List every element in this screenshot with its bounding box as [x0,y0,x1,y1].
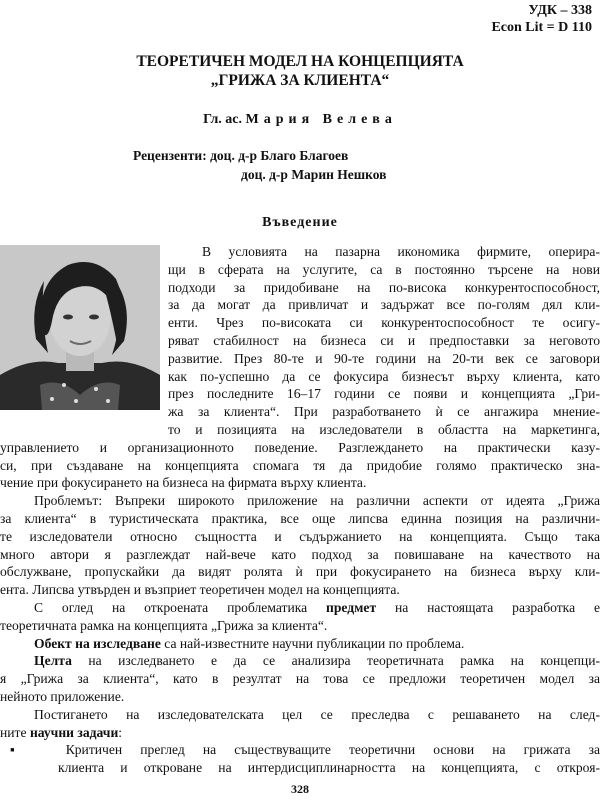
text-line: я „Грижа за клиента“, като в резултат на това се предложи теоретичен модел за [0,671,600,687]
text-line [0,652,600,670]
text-line: нейното приложение. [0,688,125,704]
text-line: жа за клиента“. При разработването ѝ се ангажира мнение- [168,404,600,420]
text-line: как по-успешно да се фокусира бизнесът върху клиента, като [168,368,600,384]
text-run: са най-известните научни публикации по проблема. [164,635,465,651]
title-line-1: ТЕОРЕТИЧЕН МОДЕЛ НА КОНЦЕПЦИЯТА [136,53,464,70]
udk-code: УДК – 338 [528,3,592,18]
text-line: обслужване, пропускайки да видят ролята ѝ при фокусирането на бизнеса върху кли- [0,564,600,580]
bold-term-tasks: научни задачи [29,724,119,740]
text-line: В условията на пазарна икономика фирмите, опериpa- [202,244,600,259]
text-run: на настоящата разработка е [394,599,600,615]
text-line: то и позицията на изследователи в областта на маркетинга, [168,421,600,437]
text-line: за да могат да привличат и задържат все по-голям дял кли- [168,297,600,313]
text-run: на изследването е да се анализира теоретичната рамка на концепци- [88,653,600,669]
reviewer-1: доц. д-р Благо Благоев [210,148,349,163]
text-run: : [118,724,123,740]
text-line: клиента и откроване на интердисциплинарността на концепцията, с откроя- [58,760,600,776]
bold-term-goal: Целта [34,653,72,669]
text-run: С оглед на откроената проблематика [34,599,308,615]
text-line: чение при фокусирането на бизнеса на фирмата върху клиента. [0,475,367,491]
text-run: Критичен преглед на съществуващите теоретични основи на грижата за [65,742,600,758]
page-number: 328 [291,782,309,796]
text-line: Постигането на изследователската цел се преследва с решаването на след- [34,706,600,722]
reviewers-label: Рецензенти: [133,148,207,163]
text-line: за клиента“ в туристическата практика, все още липсва единна позиция на различни- [0,510,600,526]
title-line-2: „ГРИЖА ЗА КЛИЕНТА“ [210,72,390,89]
section-heading: Въведение [262,215,338,230]
text-run: ните [0,724,27,740]
bullet-line [0,741,600,759]
article-body [0,243,600,777]
text-line: ента. Липсва утвърден и възприет теоретичен модел на концепцията. [0,582,400,598]
text-line: през последните 16–17 години се появи и концепцията „Гри- [168,386,600,402]
text-line: развитие. През 80-те и 90-те години на 20-ти век се заговори [168,350,600,366]
bullet-marker: ▪ [10,742,30,758]
text-line: ряват стабилност на бизнеса си и предпоставки за неговото [168,332,600,348]
classification-codes [491,2,592,36]
text-line: си, при създаване на концепцията спомага тя да придобие голямо практическо зна- [0,457,600,473]
bold-term-object: Обект на изследване [34,635,161,651]
text-line: много автори я разглеждат най-вече като подход за повишаване на качеството на [0,546,600,562]
text-line [0,599,600,617]
text-line: те изследователи относно същността и съдържанието на концепцията. Също така [0,528,600,544]
text-line: управлението и организационното поведение. Разглеждането на практически казу- [0,439,600,455]
bold-term-subject: предмет [326,599,377,615]
text-line [0,635,600,653]
text-line: щи в сферата на услугите, са в постоянно търсене на нови [168,261,600,277]
econlit-code: Econ Lit = D 110 [491,20,592,35]
author-line [0,112,600,128]
text-line [0,724,600,742]
text-line: подходи за придобиване на по-висока конкурентоспособност, [168,279,600,295]
text-line: Проблемът: Въпреки широкото приложение на различни аспекти от идеята „Грижа [34,493,600,509]
author-rank: Гл. ас. [203,112,243,127]
text-line: теоретичната рамка на концепцията „Грижа за клиента“. [0,617,328,633]
reviewer-2: доц. д-р Марин Нешков [241,167,387,182]
article-title [30,52,570,90]
author-name: Мария Велева [245,112,397,127]
reviewers-block [133,146,386,184]
text-line: енти. Чрез по-високата си конкурентоспособност те осигу- [168,315,600,331]
